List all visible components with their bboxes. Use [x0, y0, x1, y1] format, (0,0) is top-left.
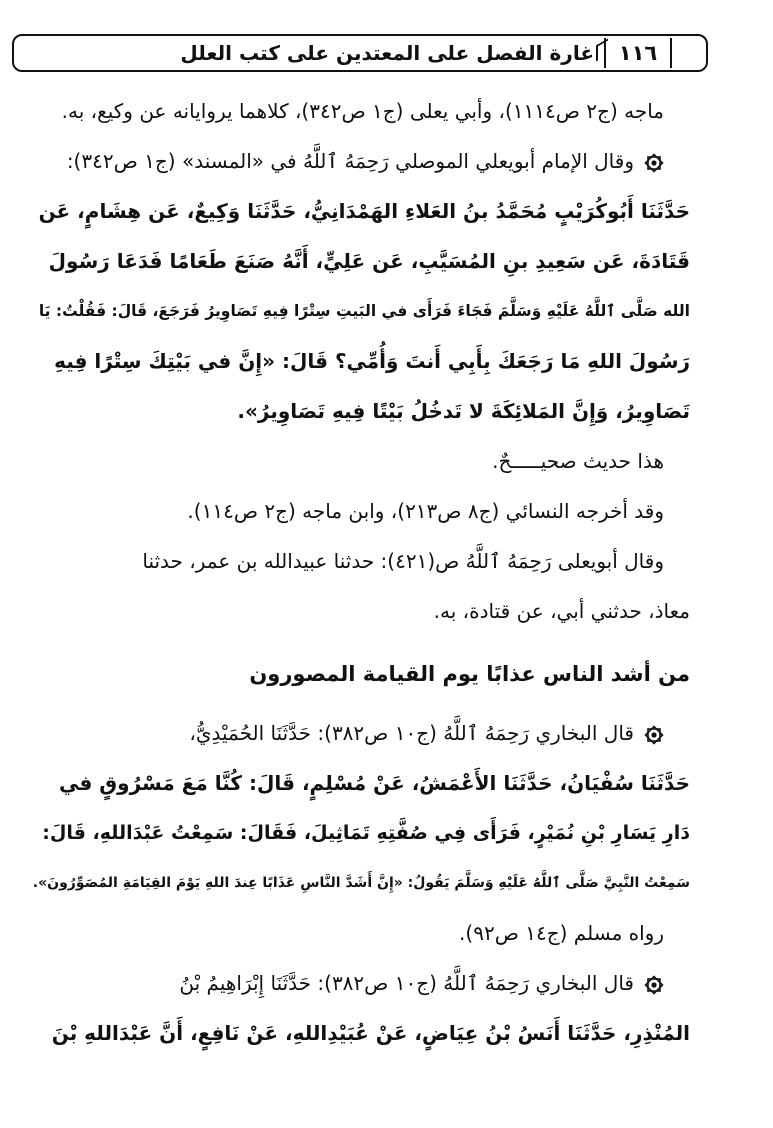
text-line: قَتَادَةَ، عَن سَعِيدِ بنِ المُسَيَّبِ، عَن عَلِيٍّ، أَنَّهُ صَنَعَ طَعَامًا فَدَعَا رَسُولَ — [48, 249, 690, 273]
text-line: تَصَاوِيرُ، وَإِنَّ المَلائِكَةَ لا تَدخُلُ بَيْتًا فِيهِ تَصَاوِيرُ». — [237, 399, 690, 423]
text-line: دَارِ يَسَارِ بْنِ نُمَيْرٍ، فَرَأَى فِي صُفَّتِهِ تَمَاثِيلَ، فَقَالَ: سَمِعْتُ عَبْدَاللهِ، قَالَ: — [42, 822, 690, 844]
text-line: ماجه (ج٢ ص١١١٤)، وأبي يعلى (ج١ ص٣٤٢)، كلاهما يروايانه عن وكيع، به. — [61, 99, 664, 123]
text-line: وقد أخرجه النسائي (ج٨ ص٢١٣)، وابن ماجه (ج٢ ص١١٤). — [187, 499, 664, 523]
text-line: حَدَّثَنَا سُفْيَانُ، حَدَّثَنَا الأَعْمَشُ، عَنْ مُسْلِمٍ، قَالَ: كُنَّا مَعَ مَسْرُوقٍ في — [59, 771, 690, 795]
text-line — [30, 708, 690, 758]
text-line: هذا حديث صحيـــــحٌ. — [492, 449, 664, 473]
section-heading: من أشد الناس عذابًا يوم القيامة المصورون — [249, 662, 690, 686]
page-body — [30, 86, 690, 1058]
ornament-icon — [644, 975, 664, 995]
text-line-content: قال البخاري رَحِمَهُ ٱللَّهُ (ج١٠ ص٣٨٢): حَدَّثَنَا إِبْرَاهِيمُ بْنُ — [179, 971, 634, 995]
text-line: المُنْذِرِ، حَدَّثَنَا أَنَسُ بْنُ عِيَاضٍ، عَنْ عُبَيْدِاللهِ، عَنْ نَافِعٍ، أَنَّ عَبْدَاللهِ بْنَ — [51, 1021, 690, 1045]
text-line: معاذ، حدثني أبي، عن قتادة، به. — [433, 599, 690, 623]
text-line — [30, 136, 690, 186]
ornament-icon — [644, 725, 664, 745]
running-title: غارة الفصل على المعتدين على كتب العلل — [180, 41, 594, 65]
ornament-icon — [644, 153, 664, 173]
text-line-content: قال البخاري رَحِمَهُ ٱللَّهُ (ج١٠ ص٣٨٢): حَدَّثَنَا الحُمَيْدِيُّ، — [189, 721, 634, 745]
text-line: الله صَلَّى ٱللَّهُ عَلَيْهِ وَسَلَّمَ فَجَاءَ فَرَأَى في البَيتِ سِتْرًا فِيهِ تَصَاوِيرُ فَرَجَعَ، قَالَ: فَقُلْتُ: يَا — [38, 302, 690, 320]
text-line: رَسُولَ اللهِ مَا رَجَعَكَ بِأَبِي أَنتَ وَأُمِّي؟ قَالَ: «إِنَّ في بَيْتِكَ سِتْرًا فِيهِ — [54, 349, 690, 373]
text-line: سَمِعْتُ النَّبِيَّ صَلَّى ٱللَّهُ عَلَيْهِ وَسَلَّمَ يَقُولُ: «إِنَّ أَشَدَّ النَّاسِ عَذَابًا عِندَ اللهِ يَوْمَ القِيَامَةِ المُصَوِّرُونَ». — [32, 875, 690, 891]
page-number: ١١٦ — [604, 38, 672, 68]
text-line: رواه مسلم (ج١٤ ص٩٢). — [459, 921, 664, 945]
text-line — [30, 958, 690, 1008]
page-header — [12, 34, 708, 72]
text-line-content: وقال الإمام أبويعلي الموصلي رَحِمَهُ ٱللَّهُ في «المسند» (ج١ ص٣٤٢): — [66, 149, 634, 173]
text-line: وقال أبويعلى رَحِمَهُ ٱللَّهُ ص(٤٢١): حدثنا عبيدالله بن عمر، حدثنا — [142, 549, 664, 573]
text-line: حَدَّثَنَا أَبُوكُرَيْبٍ مُحَمَّدُ بنُ العَلاءِ الهَمْدَانِيُّ، حَدَّثَنَا وَكِيعٌ، عَن هِشَامٍ، عَن — [38, 199, 690, 223]
